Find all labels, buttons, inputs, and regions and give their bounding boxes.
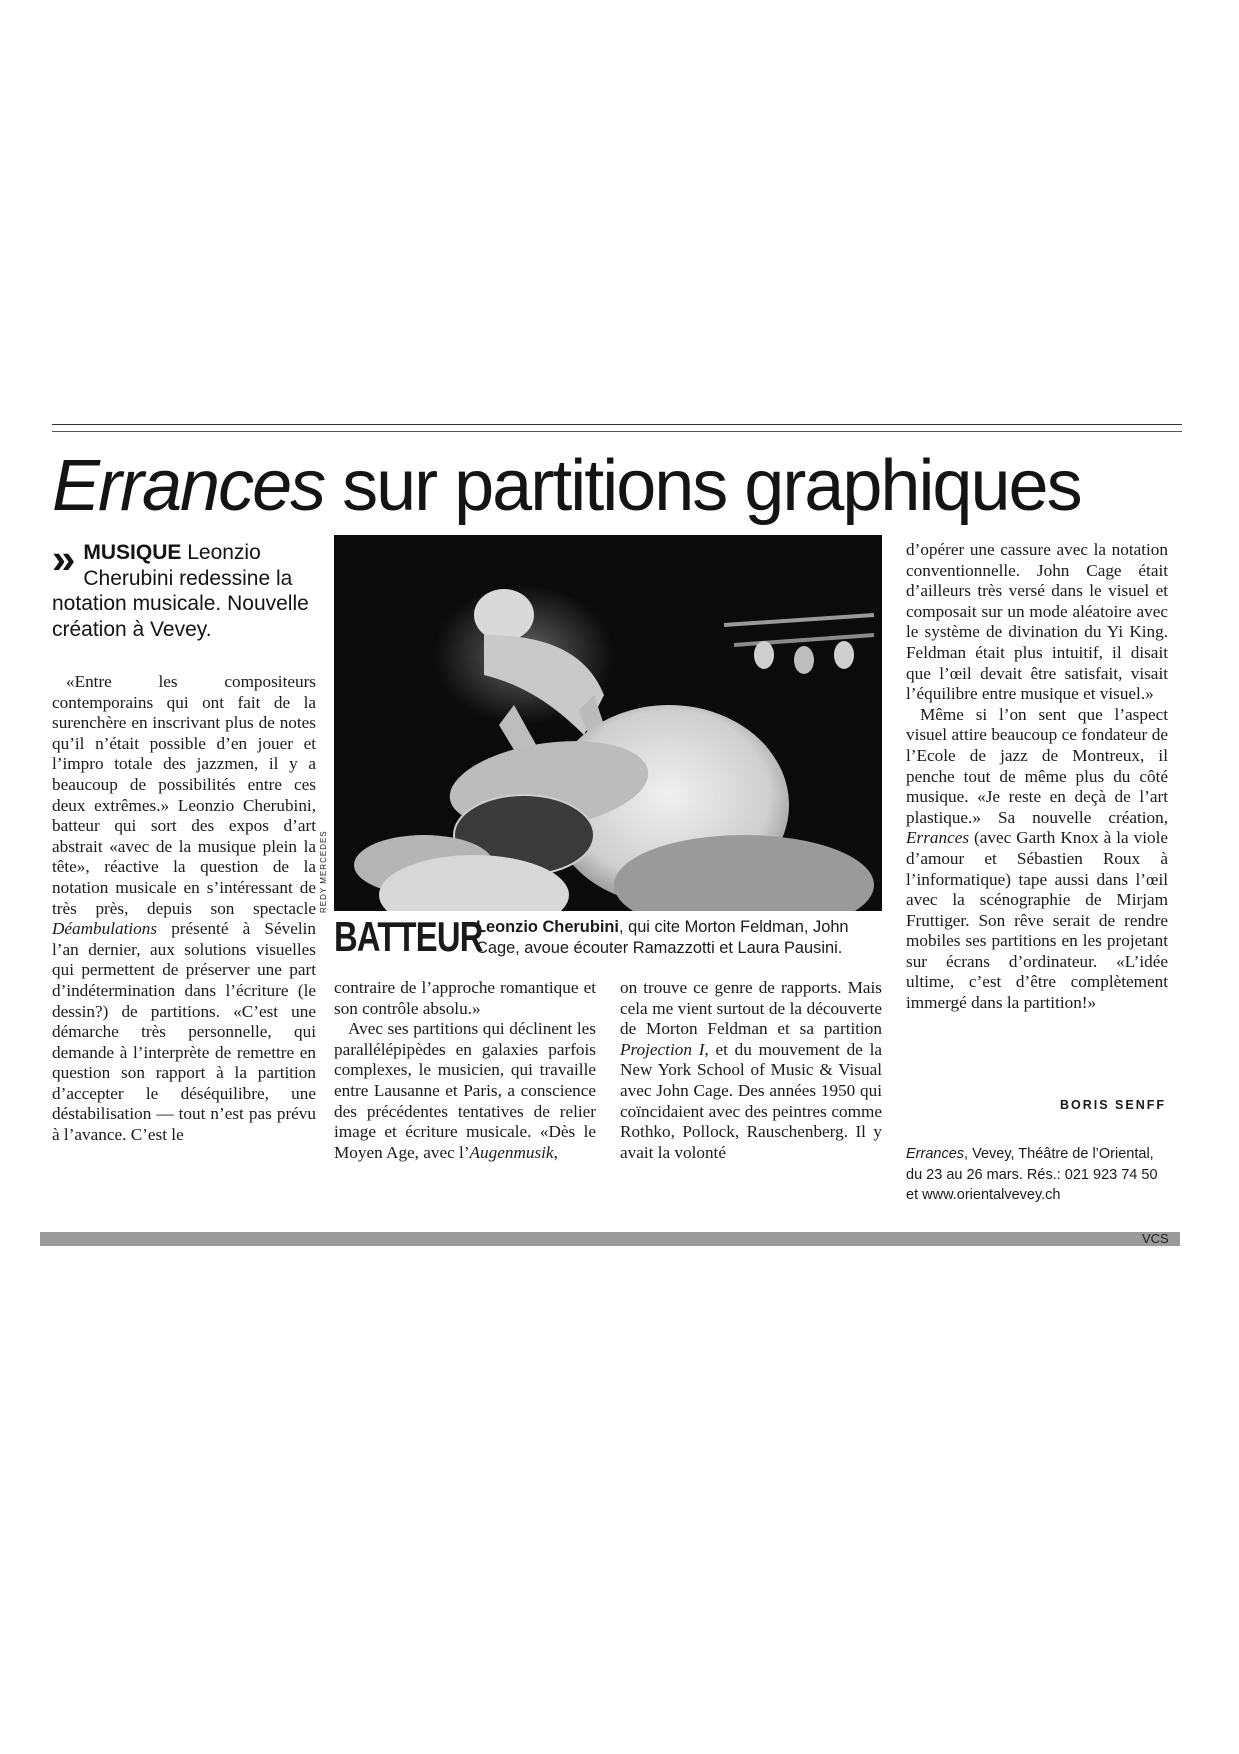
text-run: , (553, 1142, 558, 1162)
photo-caption (334, 913, 894, 963)
footer-bar (40, 1232, 1180, 1246)
text-run: Avec ses partitions qui déclinent les parallélépipèdes en galaxies parfois complexes, le musicien, qui travaille entre Lausanne et Paris, a conscience des précédentes tentatives de relier image et écriture musicale. «Dès le Moyen Age, avec l’ (334, 1019, 596, 1162)
text-run-italic: Errances (906, 828, 970, 848)
text-run-italic: Déambulations (52, 919, 158, 939)
text-run: (avec Garth Knox à la viole d’amour et Sébastien Roux à l’informatique) tape aussi dans l’œil avec la scénographie de Mirjam Fruttiger. Son rêve serait de rendre mobiles ses partitions en les projetant sur écrans d’ordinateur. «L’idée ultime, c’est d’être complètement immergé dans la partition!» (906, 828, 1168, 1013)
lede-text: Leonzio Cherubini redessine la notation musicale. Nouvelle création à Vevey. (52, 541, 309, 641)
text-run-italic: Projection I (620, 1039, 705, 1059)
column-1 (52, 672, 316, 1146)
text-run: «Entre les compositeurs contemporains qui ont fait de la surenchère en inscrivant plus de notes qu’il n’était possible d’en jouer et l’impro totale des jazzmen, il y a beaucoup de possibilités entre ces deux extrêmes.» Leonzio Cherubini, batteur qui sort des expos d’art abstrait «avec de la musique plein la tête», réactive la question de la notation musicale en s’intéressant de très près, depuis son spectacle (52, 672, 316, 918)
headline-rest: sur partitions graphiques (324, 446, 1081, 526)
kicker: MUSIQUE (83, 541, 182, 564)
event-title: Errances (906, 1146, 965, 1162)
text-run: , et du mouvement de la New York School of Music & Visual avec John Cage. Des années 1950 qui coïncidaient avec des peintres comme Rothko, Pollock, Rauschenberg. Il y avait la volonté (620, 1039, 882, 1162)
caption-kicker: BATTEUR (334, 913, 483, 960)
paragraph: d’opérer une cassure avec la notation conventionnelle. John Cage était d’ailleurs très versé dans le visuel et composait sur un mode aléatoire avec le système de divination du Yi King. Feldman était plus intuitif, il disait que l’œil devait être satisfait, visait l’équilibre entre musique et visuel.» (906, 540, 1168, 704)
top-rule-thin (52, 431, 1182, 432)
caption-text (476, 917, 896, 959)
footer-mark: VCS (1142, 1231, 1169, 1246)
photo-credit-text: REDY MERCEDES (319, 830, 328, 913)
caption-name: Leonzio Cherubini (476, 918, 619, 936)
text-run: on trouve ce genre de rapports. Mais cela me vient surtout de la découverte de Morton Feldman et sa partition (620, 978, 882, 1039)
column-2 (334, 978, 596, 1163)
photo-drummer (334, 535, 882, 911)
paragraph (52, 672, 316, 1146)
paragraph (620, 978, 882, 1163)
paragraph: contraire de l’approche romantique et son contrôle absolu.» (334, 978, 596, 1018)
event-details: , Vevey, Théâtre de l’Oriental, du 23 au 26 mars. Rés.: 021 923 74 50 et www.orientalvevey.ch (906, 1146, 1158, 1203)
lede (52, 535, 317, 642)
event-info (906, 1144, 1166, 1206)
paragraph (334, 1019, 596, 1163)
byline: BORIS SENFF (1060, 1098, 1167, 1112)
top-rule (52, 424, 1182, 425)
column-3 (620, 978, 882, 1163)
photo-credit (319, 830, 329, 915)
text-run-italic: Augenmusik (469, 1142, 554, 1162)
paragraph (906, 705, 1168, 1014)
headline (52, 440, 1192, 532)
quote-mark-icon: » (52, 535, 76, 582)
column-4 (906, 540, 1168, 1014)
text-run: Même si l’on sent que l’aspect visuel attire beaucoup ce fondateur de l’Ecole de jazz de Montreux, il penche tout de même plus du côté musique. «Je reste en deçà de l’art plastique.» Sa nouvelle création, (906, 704, 1168, 827)
text-run: présenté à Sévelin l’an dernier, aux solutions visuelles qui permettent de préserver une part d’indétermination dans l’écriture (le dessin?) de partitions. «C’est une démarche très personnelle, qui demande à l’interprète de remettre en question son rapport à la partition d’accepter le déséquilibre, une déstabilisation — tout n’est pas prévu à l’avance. C’est le (52, 919, 316, 1145)
photo-illustration (334, 535, 882, 911)
headline-italic: Errances (52, 446, 325, 526)
caption-body: , qui cite Morton Feldman, John Cage, avoue écouter Ramazzotti et Laura Pausini. (476, 918, 849, 957)
